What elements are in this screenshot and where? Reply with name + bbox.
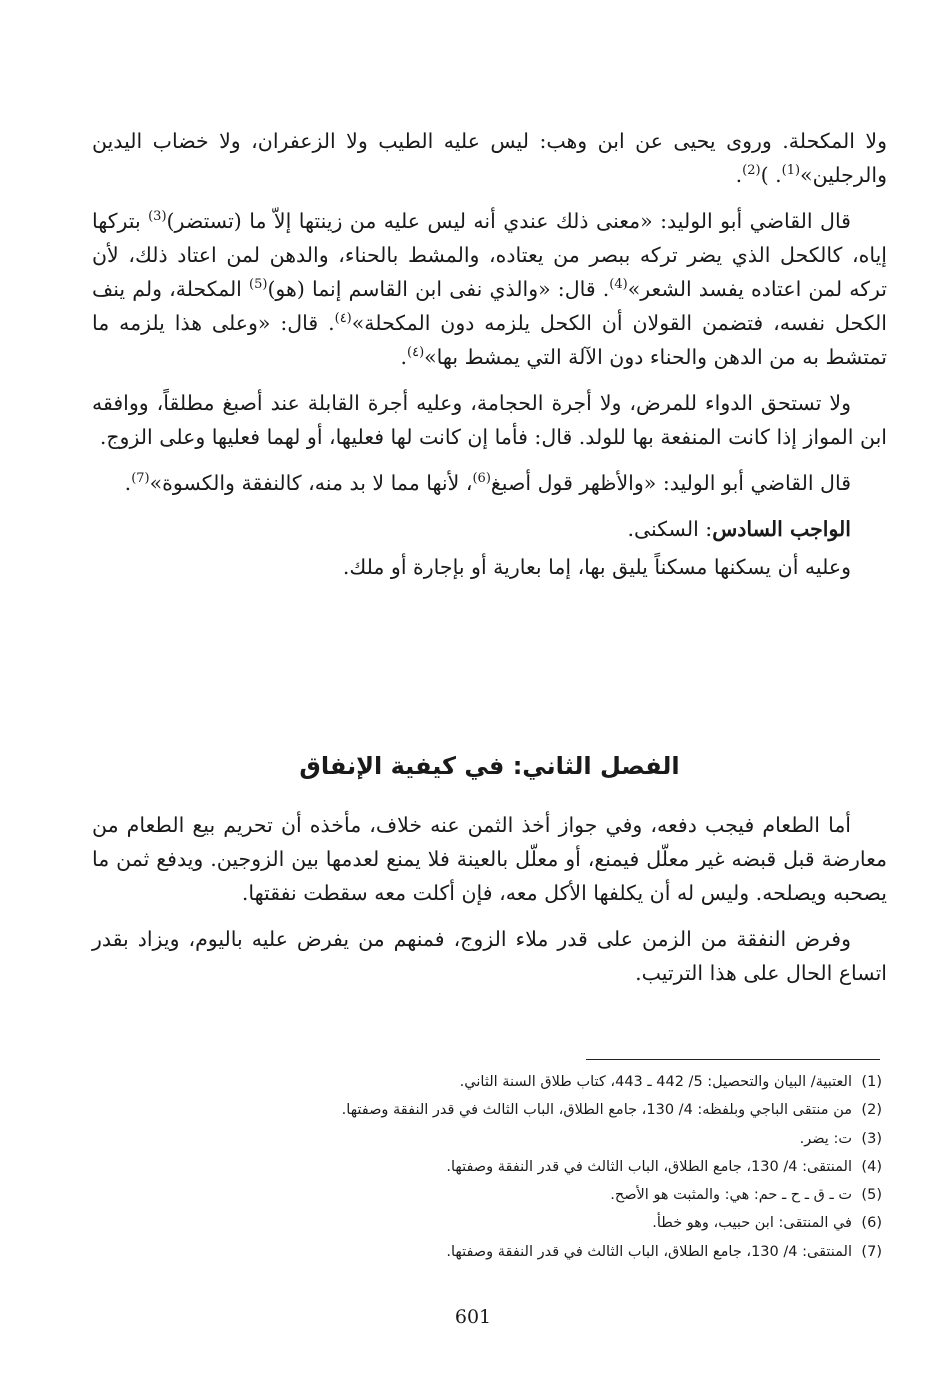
footnote-ref: (5) <box>249 277 268 293</box>
footnote-number: (7) <box>861 1243 882 1260</box>
footnote-ref: (٤) <box>407 345 425 361</box>
paragraph-text: . <box>735 163 743 187</box>
footnote-text: العتبية/ البيان والتحصيل: 5/ 442 ـ 443، كتاب طلاق السنة الثاني. <box>459 1074 852 1090</box>
footnote-item <box>92 1096 882 1124</box>
footnote-number: (5) <box>861 1187 882 1204</box>
paragraph-text: قال القاضي أبو الوليد: «معنى ذلك عندي أنه ليس عليه من زينتها إلاّ ما (تستضر) <box>166 209 851 233</box>
footnote-text: المنتقى: 4/ 130، جامع الطلاق، الباب الثالث في قدر النفقة وصفتها. <box>446 1243 852 1260</box>
paragraph-3: ولا تستحق الدواء للمرض، ولا أجرة الحجامة، وعليه أجرة القابلة عند أصبغ مطلقاً، ووافقه ابن المواز إذا كانت المنفعة بها للولد. قال: فأما إن كانت لها فعليها، أو لهما فعليها وعلى الزوج. <box>92 391 887 449</box>
footnote-ref: (6) <box>472 471 491 487</box>
paragraph-text: . قال: «والذي نفى ابن القاسم إنما (هو) <box>267 277 610 301</box>
footnote-ref: (7) <box>131 471 150 487</box>
footnote-number: (2) <box>861 1102 882 1119</box>
paragraph-8: وفرض النفقة من الزمن على قدر ملاء الزوج، فمنهم من يفرض عليه باليوم، ويزاد بقدر اتساع الحال على هذا الترتيب. <box>92 927 887 985</box>
chapter-title: الفصل الثاني: في كيفية الإنفاق <box>299 752 680 780</box>
main-text-upper <box>92 124 887 584</box>
footnote-item <box>92 1153 882 1181</box>
footnote-number: (6) <box>861 1215 882 1232</box>
footnote-text: ت ـ ق ـ ح ـ حم: هي: والمثبت هو الأصح. <box>610 1187 852 1204</box>
paragraph-text: المكحلة، ولم ينف الكحل نفسه، فتضمن القولان أن الكحل يلزمه دون المكحلة» <box>92 277 887 335</box>
footnote-text: من منتقى الباجي وبلفظه: 4/ 130، جامع الطلاق، الباب الثالث في قدر النفقة وصفتها. <box>341 1102 852 1119</box>
footnote-item <box>92 1125 882 1153</box>
footnote-ref: (2) <box>742 163 761 179</box>
paragraph-text: ولا المكحلة. وروى يحيى عن ابن وهب: ليس عليه الطيب ولا الزعفران، ولا خضاب اليدين والرجلين» <box>92 129 887 187</box>
footnote-number: (3) <box>861 1130 882 1147</box>
footnote-item <box>92 1068 882 1096</box>
footnote-text: في المنتقى: ابن حبيب، وهو خطأ. <box>652 1215 852 1232</box>
footnote-item <box>92 1238 882 1266</box>
footnote-number: (1) <box>861 1074 882 1090</box>
main-text-lower <box>92 808 887 990</box>
footnotes <box>92 1068 882 1266</box>
paragraph-6: وعليه أن يسكنها مسكناً يليق بها، إما بعارية أو بإجارة أو ملك. <box>342 555 851 579</box>
paragraph-7: أما الطعام فيجب دفعه، وفي جواز أخذ الثمن عنه خلاف، مأخذه أن تحريم بيع الطعام من معارضة قبل قبضه غير معلّل فيمنع، أو معلّل بالعينة فلا يمنع لعدمها بين الزوجين. ويدفع ثمن ما يصحبه ويصلحه. وليس له أن يكلفها الأكل معه، فإن أكلت معه سقطت نفقتها. <box>92 813 887 905</box>
paragraph-1 <box>92 124 887 192</box>
footnote-text: المنتقى: 4/ 130، جامع الطلاق، الباب الثالث في قدر النفقة وصفتها. <box>446 1158 852 1175</box>
paragraph-text: بتركها إياه، كالكحل الذي يضر تركه ببصر من يعتاده، والمشط بالحناء، والدهن لمن اعتاد ذلك، لأن تركه لمن اعتاده يفسد الشعر» <box>92 209 887 301</box>
footnote-ref: (1) <box>781 163 801 179</box>
paragraph-text: ، لأنها مما لا بد منه، كالنفقة والكسوة» <box>149 471 473 495</box>
paragraph-text: . <box>400 345 407 369</box>
footnote-ref: (٤) <box>334 311 352 327</box>
paragraph-4 <box>92 466 887 500</box>
paragraph-text: . <box>124 471 132 495</box>
footnote-item <box>92 1209 882 1237</box>
section-label: الواجب السادس <box>712 517 851 541</box>
paragraph-2 <box>92 204 887 374</box>
footnote-ref: (4) <box>609 277 628 293</box>
footnote-item <box>92 1181 882 1209</box>
footnote-divider <box>586 1059 880 1060</box>
footnote-number: (4) <box>861 1158 882 1175</box>
paragraph-text: . قال: «وعلى هذا يلزمه ما تمتشط به من الدهن والحناء دون الآلة التي يمشط بها» <box>92 311 887 369</box>
page-number: 601 <box>454 1306 492 1328</box>
footnote-text: ت: يضر. <box>799 1130 852 1147</box>
paragraph-text: : السكنى. <box>627 517 713 541</box>
paragraph-text: . ) <box>760 163 782 187</box>
paragraph-text: قال القاضي أبو الوليد: «والأظهر قول أصبغ <box>490 471 851 495</box>
paragraph-5 <box>92 512 887 546</box>
footnote-ref: (3) <box>148 209 167 225</box>
